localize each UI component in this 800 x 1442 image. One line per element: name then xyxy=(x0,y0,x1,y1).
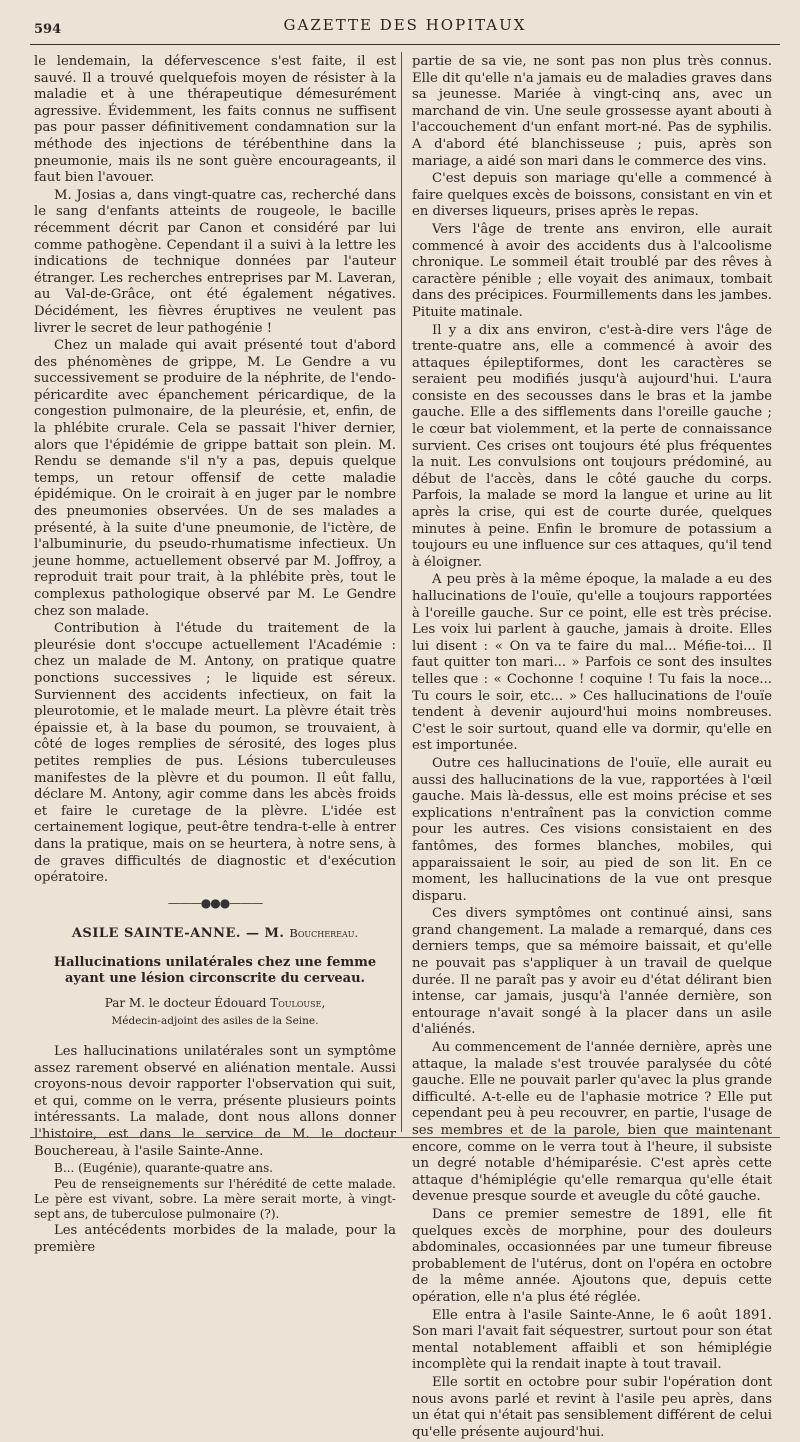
paragraph: Outre ces hallucinations de l'ouïe, elle aurait eu aussi des hallucinations de la vue, rapportées à l'œil gauche. Mais là-dessus, elle est moins précise et ses explications n'entraînent pas la conviction comme pour les autres. Ces visions consistaient en des fantômes, des formes blanches, mobiles, qui apparaissaient le soir, au pied de son lit. En ce moment, les hallucinations de la vue ont presque disparu. xyxy=(412,755,772,904)
paragraph: M. Josias a, dans vingt-quatre cas, recherché dans le sang d'enfants atteints de rougeole, le bacille récemment décrit par Canon et considéré par lui comme pathogène. Cependant il a suivi à la lettre les indications de technique données par l'auteur étranger. Les recherches entreprises par M. Laveran, au Val-de-Grâce, ont été également négatives. Décidément, les fièvres éruptives ne veulent pas livrer le secret de leur pathogénie ! xyxy=(34,187,396,336)
paragraph: Les hallucinations unilatérales sont un symptôme assez rarement observé en aliénation mentale. Aussi croyons-nous devoir rapporter l'observation qui suit, et qui, comme on le verra, présente plusieurs points intéressants. La malade, dont nous allons donner l'histoire, est dans le service de M. le docteur Bouchereau, à l'asile Sainte-Anne. xyxy=(34,1044,396,1159)
left-column xyxy=(34,54,396,1257)
paragraph: Peu de renseignements sur l'hérédité de cette malade. Le père est vivant, sobre. La mère serait morte, à vingt-sept ans, de tuberculose pulmonaire (?). xyxy=(34,1177,396,1222)
paragraph: A peu près à la même époque, la malade a eu des hallucinations de l'ouïe, qu'elle a toujours rapportées à l'oreille gauche. Sur ce point, elle est très précise. Les voix lui parlent à gauche, jamais à droite. Elles lui disent : « On va te faire du mal... Méfie-toi... Il faut quitter ton mari... » Parfois ce sont des insultes telles que : « Cochonne ! coquine ! Tu fais la noce... Tu cours le soir, etc... » Ces hallucinations de l'ouïe tendent à devenir aujourd'hui moins nombreuses. C'est le soir surtout, quand elle va dormir, qu'elle en est importunée. xyxy=(412,572,772,754)
page-header xyxy=(30,12,780,38)
running-title: GAZETTE DES HOPITAUX xyxy=(283,16,527,34)
paragraph: Contribution à l'étude du traitement de la pleurésie dont s'occupe actuellement l'Académie : chez un malade de M. Antony, on pratique quatre ponctions successives ; le liquide est séreux. Surviennent des accidents infectieux, on fait la pleurotomie, et le malade meurt. La plèvre était très épaissie et, à la base du poumon, se trouvaient, à côté de loges remplies de sérosité, des loges plus petites remplies de pus. Lésions tuberculeuses manifestes de la plèvre et du poumon. Il eût fallu, déclare M. Antony, agir comme dans les abcès froids et faire le curetage de la plèvre. L'idée est certainement logique, peut-être tendra-t-elle à entrer dans la pratique, mais on se heurtera, à notre sens, à de graves difficultés de diagnostic et d'exécution opératoire. xyxy=(34,621,396,886)
paragraph: Au commencement de l'année dernière, après une attaque, la malade s'est trouvée paralysée du côté gauche. Elle ne pouvait parler qu'avec la plus grande difficulté. A-t-elle eu de l'aphasie motrice ? Elle put cependant peu à peu recouvrer, en partie, l'usage de ses membres et de la parole, bien que maintenant encore, comme on le verra tout à l'heure, il subsiste un degré notable d'hémiparésie. C'est après cette attaque d'hémiplégie qu'elle remarqua qu'elle était devenue presque sourde et aveugle du côté gauche. xyxy=(412,1040,772,1205)
paragraph: Chez un malade qui avait présenté tout d'abord des phénomènes de grippe, M. Le Gendre a vu successivement se produire de la néphrite, de l'endo-péricardite avec épanchement péricardique, de la congestion pulmonaire, de la pleurésie, et, enfin, de la phlébite crurale. Cela se passait l'hiver dernier, alors que l'épidémie de grippe battait son plein. M. Rendu se demande s'il n'y a pas, depuis quelque temps, un retour offensif de cette maladie épidémique. On le croirait à en juger par le nombre des pneumonies observées. Un de ses malades a présenté, à la suite d'une pneumonie, de l'ictère, de l'albuminurie, du pseudo-rhumatisme infectieux. Un jeune homme, actuellement observé par M. Joffroy, a reproduit trait pour trait, à la phlébite près, tout le complexus pathologique observé par M. Le Gendre chez son malade. xyxy=(34,338,396,619)
author-affiliation: Médecin-adjoint des asiles de la Seine. xyxy=(111,1015,319,1028)
column-divider xyxy=(401,52,402,1132)
paragraph: Elle entra à l'asile Sainte-Anne, le 6 août 1891. Son mari l'avait fait séquestrer, surtout pour son état mental notablement affaibli et son hémiplégie incomplète qui la rendait inapte à tout travail. xyxy=(412,1307,772,1373)
byline-prefix: Par M. le docteur Édouard xyxy=(104,995,267,1010)
right-column xyxy=(412,54,772,1442)
section-ornament: ———●●●——— xyxy=(167,895,263,910)
section-heading xyxy=(34,925,396,943)
byline xyxy=(34,995,396,1012)
paragraph: le lendemain, la défervescence s'est faite, il est sauvé. Il a trouvé quelquefois moyen de résister à la maladie et à une thérapeutique démesurément agressive. Évidemment, les faits connus ne suffisent pas pour passer définitivement condamnation sur la méthode des injections de térébenthine dans la pneumonie, mais ils ne sont guère encourageants, il faut bien l'avouer. xyxy=(34,54,396,186)
header-rule xyxy=(30,44,780,45)
paragraph: Dans ce premier semestre de 1891, elle fit quelques excès de morphine, pour des douleurs abdominales, occasionnées par une tumeur fibreuse probablement de l'utérus, dont on l'opéra en octobre de la même année. Ajoutons que, depuis cette opération, elle n'a plus été réglée. xyxy=(412,1206,772,1305)
paragraph: B... (Eugénie), quarante-quatre ans. xyxy=(54,1161,274,1176)
paragraph: partie de sa vie, ne sont pas non plus très connus. Elle dit qu'elle n'a jamais eu de maladies graves dans sa jeunesse. Mariée à vingt-cinq ans, avec un marchand de vin. Une seule grossesse ayant abouti à l'accouchement d'un enfant mort-né. Pas de syphilis. A d'abord été blanchisseuse ; puis, après son mariage, a aidé son mari dans le commerce des vins. xyxy=(412,54,772,169)
section-author: Bouchereau. xyxy=(289,926,359,941)
article-title: Hallucinations unilatérales chez une femme ayant une lésion circonscrite du cerveau. xyxy=(53,954,377,986)
section-title: ASILE SAINTE-ANNE. — M. xyxy=(71,926,285,942)
paragraph: Ces divers symptômes ont continué ainsi, sans grand changement. La malade a remarqué, dans ces derniers temps, que sa mémoire baissait, et qu'elle ne pouvait pas s'appliquer à un travail de quelque durée. Il ne paraît pas y avoir eu d'état délirant bien intense, car jamais, jusqu'à l'année dernière, son entourage n'avait songé à la placer dans un asile d'aliénés. xyxy=(412,906,772,1038)
paragraph: C'est depuis son mariage qu'elle a commencé à faire quelques excès de boissons, consistant en vin et en diverses liqueurs, prises après le repas. xyxy=(412,171,772,220)
page-number: 594 xyxy=(34,22,62,37)
paragraph: Il y a dix ans environ, c'est-à-dire vers l'âge de trente-quatre ans, elle a commencé à avoir des attaques épileptiformes, dont les caractères se seraient peu modifiés jusqu'à aujourd'hui. L'aura consiste en des secousses dans le bras et la jambe gauche. Elle a des sifflements dans l'oreille gauche ; le cœur bat violemment, et la perte de connaissance survient. Ces crises ont toujours été plus fréquentes la nuit. Les convulsions ont toujours prédominé, au début de l'accès, dans le côté gauche du corps. Parfois, la malade se mord la langue et urine au lit après la crise, qui est de courte durée, quelques minutes à peine. Enfin le bromure de potassium a toujours eu une influence sur ces attaques, qu'il tend à éloigner. xyxy=(412,322,772,570)
author-name: Toulouse, xyxy=(270,995,326,1010)
paragraph: Elle sortit en octobre pour subir l'opération dont nous avons parlé et revint à l'asile peu après, dans un état qui n'était pas sensiblement différent de celui qu'elle présente aujourd'hui. xyxy=(412,1374,772,1440)
paragraph: Vers l'âge de trente ans environ, elle aurait commencé à avoir des accidents dus à l'alcoolisme chronique. Le sommeil était troublé par des rêves à caractère pénible ; elle voyait des animaux, tombait dans des précipices. Fourmillements dans les jambes. Pituite matinale. xyxy=(412,221,772,320)
paragraph: Les antécédents morbides de la malade, pour la première xyxy=(34,1223,396,1255)
footer-rule xyxy=(30,1137,780,1138)
